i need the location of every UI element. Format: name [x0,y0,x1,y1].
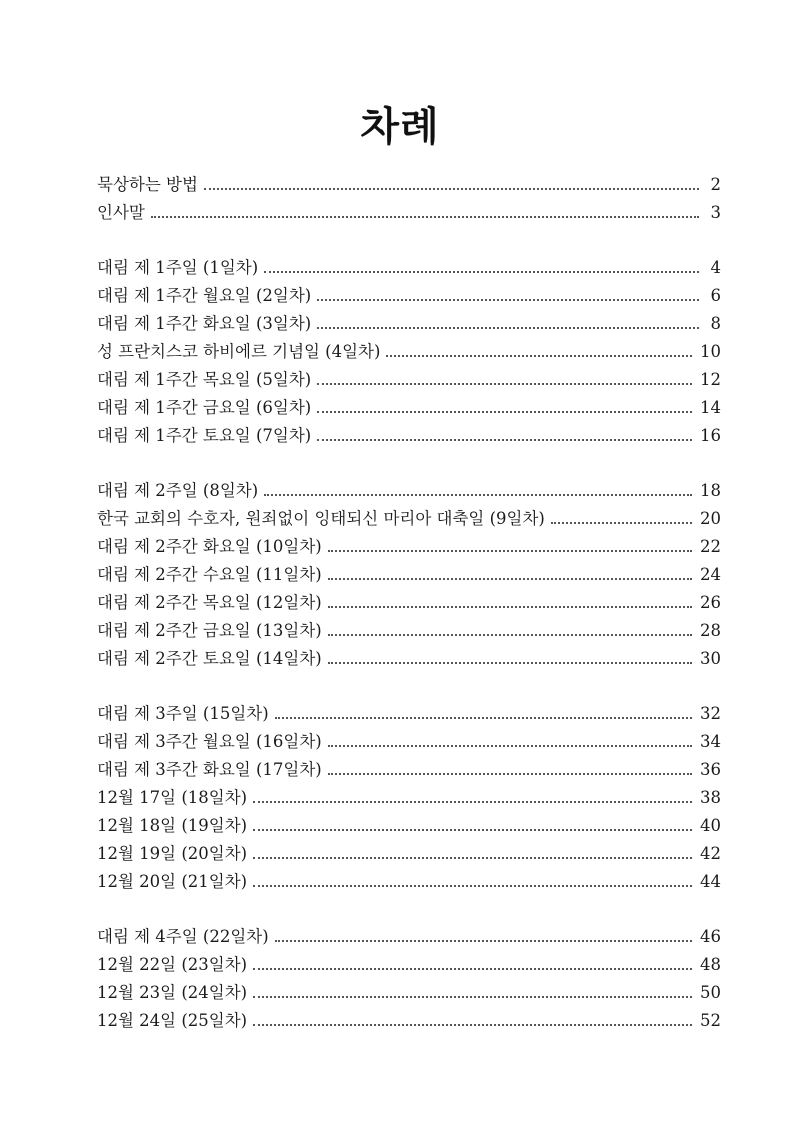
toc-entry[interactable] [97,700,721,728]
toc-page-number: 46 [700,927,721,946]
toc-page-number: 52 [700,1011,721,1030]
toc-entry[interactable] [97,617,721,645]
toc-entry-label: 12월 17일 (18일차) [97,788,248,807]
toc-entry[interactable] [97,840,721,868]
toc-page-number: 44 [700,872,721,891]
toc-page-number: 12 [700,370,721,389]
toc-entry-label: 대림 제 4주일 (22일차) [97,927,269,946]
dot-leader [253,996,692,998]
toc-page-number: 10 [700,342,721,361]
dot-leader [328,773,692,775]
toc-entry[interactable] [97,979,721,1007]
toc-page-number: 48 [700,955,721,974]
toc-page-number: 38 [700,788,721,807]
table-of-contents [97,171,721,1062]
toc-entry[interactable] [97,951,721,979]
toc-group-advent-week-3 [97,700,721,896]
dot-leader [264,271,699,273]
toc-entry-label: 한국 교회의 수호자, 원죄없이 잉태되신 마리아 대축일 (9일차) [97,509,545,528]
toc-entry-label: 12월 24일 (25일차) [97,1011,248,1030]
toc-entry-label: 대림 제 1주간 토요일 (7일차) [97,426,312,445]
toc-entry[interactable] [97,282,721,310]
toc-entry-label: 12월 23일 (24일차) [97,983,248,1002]
toc-entry-label: 대림 제 2주간 수요일 (11일차) [97,565,322,584]
toc-entry[interactable] [97,1007,721,1035]
toc-entry[interactable] [97,923,721,951]
toc-page-number: 36 [700,760,721,779]
dot-leader [275,717,692,719]
toc-entry[interactable] [97,394,721,422]
toc-entry-label: 대림 제 2주일 (8일차) [97,481,259,500]
dot-leader [328,745,692,747]
toc-entry[interactable] [97,171,721,199]
toc-page-number: 40 [700,816,721,835]
toc-page-number: 24 [700,565,721,584]
toc-page-number: 18 [700,481,721,500]
toc-entry-label: 대림 제 1주일 (1일차) [97,258,259,277]
toc-entry-label: 12월 22일 (23일차) [97,955,248,974]
dot-leader [204,188,699,190]
toc-entry[interactable] [97,422,721,450]
dot-leader [551,522,692,524]
toc-page-number: 2 [710,175,721,194]
toc-entry[interactable] [97,728,721,756]
toc-page-number: 32 [700,704,721,723]
toc-entry-label: 12월 18일 (19일차) [97,816,248,835]
toc-page-number: 3 [710,203,721,222]
toc-entry[interactable] [97,505,721,533]
toc-entry[interactable] [97,868,721,896]
toc-page-number: 6 [710,286,721,305]
toc-entry[interactable] [97,254,721,282]
toc-page-number: 34 [700,732,721,751]
dot-leader [275,940,692,942]
toc-entry[interactable] [97,199,721,227]
dot-leader [317,327,699,329]
toc-page-number: 30 [700,649,721,668]
toc-entry-label: 성 프란치스코 하비에르 기념일 (4일차) [97,342,381,361]
dot-leader [317,299,699,301]
dot-leader [253,829,692,831]
toc-entry-label: 대림 제 1주간 화요일 (3일차) [97,314,312,333]
dot-leader [317,411,692,413]
dot-leader [386,355,692,357]
dot-leader [253,857,692,859]
toc-entry[interactable] [97,310,721,338]
toc-entry-label: 대림 제 2주간 토요일 (14일차) [97,649,322,668]
dot-leader [253,885,692,887]
dot-leader [328,662,692,664]
toc-page-number: 4 [710,258,721,277]
toc-group-advent-week-2 [97,477,721,673]
toc-entry-label: 대림 제 2주간 화요일 (10일차) [97,537,322,556]
dot-leader [317,383,692,385]
toc-entry-label: 대림 제 2주간 금요일 (13일차) [97,621,322,640]
dot-leader [151,216,699,218]
toc-group-advent-week-4 [97,923,721,1035]
dot-leader [328,606,692,608]
toc-entry[interactable] [97,561,721,589]
toc-page-number: 16 [700,426,721,445]
dot-leader [328,634,692,636]
toc-group-advent-week-1 [97,254,721,450]
dot-leader [317,439,692,441]
toc-entry-label: 대림 제 3주일 (15일차) [97,704,269,723]
dot-leader [253,801,692,803]
toc-entry-label: 묵상하는 방법 [97,175,198,194]
toc-entry-label: 12월 20일 (21일차) [97,872,248,891]
toc-entry[interactable] [97,784,721,812]
toc-page-number: 14 [700,398,721,417]
toc-entry-label: 대림 제 1주간 목요일 (5일차) [97,370,312,389]
toc-entry[interactable] [97,645,721,673]
toc-group-intro [97,171,721,227]
toc-entry-label: 대림 제 1주간 금요일 (6일차) [97,398,312,417]
toc-entry[interactable] [97,366,721,394]
toc-entry[interactable] [97,477,721,505]
toc-entry-label: 대림 제 1주간 월요일 (2일차) [97,286,312,305]
toc-page-number: 26 [700,593,721,612]
dot-leader [328,578,692,580]
toc-entry[interactable] [97,338,721,366]
toc-entry[interactable] [97,589,721,617]
toc-page-number: 28 [700,621,721,640]
toc-page-number: 50 [700,983,721,1002]
toc-entry-label: 인사말 [97,203,145,222]
toc-entry-label: 대림 제 3주간 화요일 (17일차) [97,760,322,779]
dot-leader [264,494,692,496]
toc-entry-label: 대림 제 2주간 목요일 (12일차) [97,593,322,612]
toc-entry[interactable] [97,812,721,840]
toc-page-number: 8 [710,314,721,333]
toc-page-number: 42 [700,844,721,863]
toc-entry-label: 대림 제 3주간 월요일 (16일차) [97,732,322,751]
toc-page-number: 20 [700,509,721,528]
dot-leader [253,1024,692,1026]
toc-entry[interactable] [97,533,721,561]
dot-leader [253,968,692,970]
toc-entry-label: 12월 19일 (20일차) [97,844,248,863]
dot-leader [328,550,692,552]
toc-entry[interactable] [97,756,721,784]
page-title: 차례 [360,103,440,150]
toc-page-number: 22 [700,537,721,556]
